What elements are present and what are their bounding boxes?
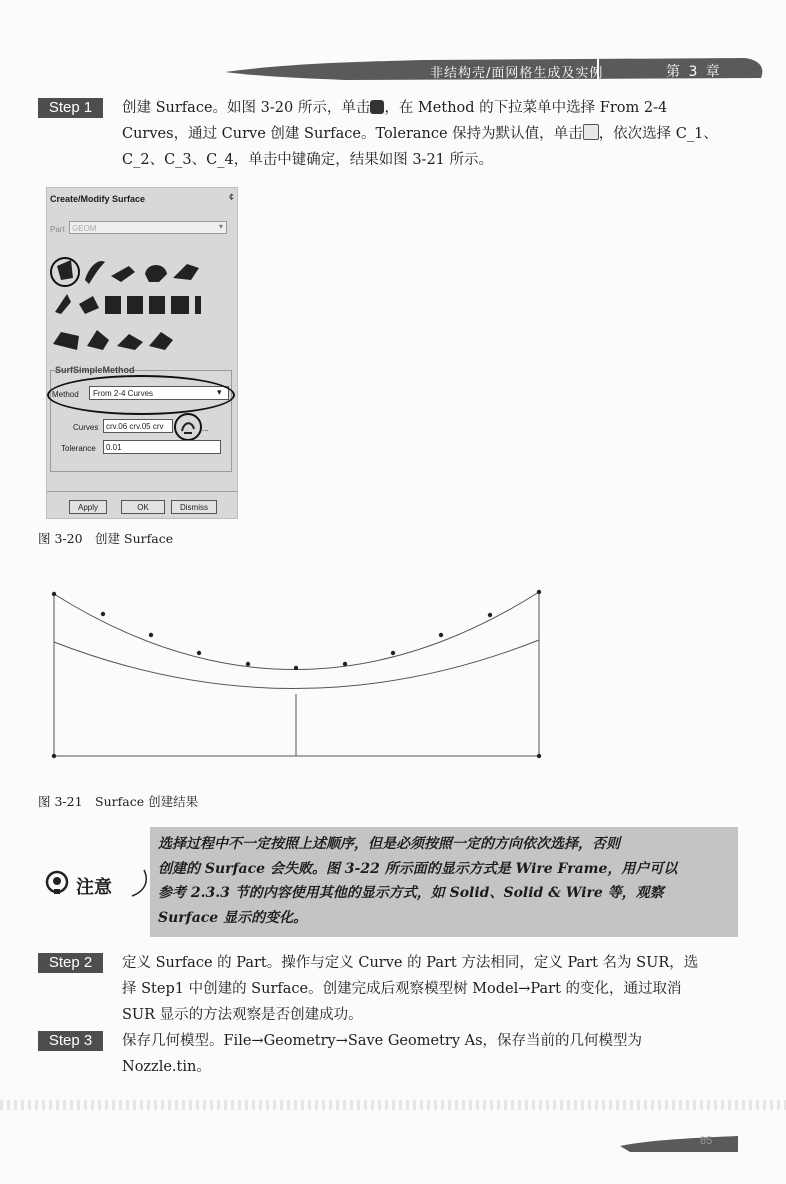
figure-caption: 图 3-20 创建 Surface [38,531,174,546]
chevron-down-icon: ▾ [219,222,224,231]
footer-texture [0,1100,786,1110]
surface-icon-12[interactable] [195,296,201,314]
chapter-number: 第 3 章 [666,64,722,80]
surface-icon-8[interactable] [105,296,121,314]
surface-icon-9[interactable] [127,296,143,314]
surface-icon-16[interactable] [149,332,173,350]
chapter-header-title: 非结构壳/面网格生成及实例 [430,66,604,81]
surface-icon-5[interactable] [173,264,199,280]
lightbulb-icon [44,870,70,896]
note-bracket [128,866,148,900]
chevron-down-icon[interactable]: ▾ [217,387,222,397]
page-number-band [620,1132,740,1154]
curves-input[interactable]: crv.06 crv.05 crv [103,419,173,433]
curves-label: Curves [73,423,99,432]
surface-icon-4[interactable] [145,265,167,282]
method-select[interactable]: From 2-4 Curves [89,386,229,400]
surface-result-figure [48,586,548,762]
surface-icon-curves[interactable] [57,260,73,280]
surface-icon-11[interactable] [171,296,189,314]
step2-text: 定义 Surface 的 Part。操作与定义 Curve 的 Part 方法相同，定义 Part 名为 SUR，选 择 Step1 中创建的 Surface。创建完成后观察模型树 Model→Part 的变化，通过取消 SUR 显示的方法观察是否创建成功。 [122,955,699,1023]
method-label: Method [52,390,79,399]
step3-badge: Step 3 [38,1031,103,1051]
tolerance-input[interactable]: 0.01 [103,440,221,454]
select-curves-icon [583,124,599,140]
select-curves-icon [178,417,198,437]
step1-badge: Step 1 [38,98,103,118]
surface-icon-6[interactable] [55,294,71,314]
note-text: 选择过程中不一定按照上述顺序，但是必须按照一定的方向依次选择，否则 创建的 Surface 会失败。图 3-22 所示面的显示方式是 Wire Frame，用户可以 参考 2.3.3 节的内容使用其他的显示方式，如 Solid、Solid & Wire 等，观察 Surface 显示的变化。 [158,836,678,926]
curves-more: ... [202,424,209,433]
page-number: 85 [700,1135,713,1147]
dismiss-button[interactable]: Dismiss [171,500,217,514]
method-group-title: SurfSimpleMethod [55,365,135,375]
create-modify-surface-dialog [46,187,238,519]
tolerance-label: Tolerance [61,444,96,453]
surface-icon-7[interactable] [79,296,99,314]
step2-badge: Step 2 [38,953,103,973]
ok-button[interactable]: OK [121,500,165,514]
note-label: 注意 [76,877,112,898]
step1-text: 创建 Surface。如图 3-20 所示，单击 ，在 Method 的下拉菜单中选择 From 2-4 Curves，通过 Curve 创建 Surface。Tolerance 保持为默认值，单击 ，依次选择 C_1、 C_2、C_3、C_4，单击中键确定，结果如图 3-21 所示。 [122,100,718,168]
surface-icon-2[interactable] [85,261,105,284]
dialog-close[interactable]: ¢ [229,192,235,202]
surface-method-icons [49,254,229,364]
part-select[interactable]: GEOM [69,221,227,234]
select-curves-button[interactable] [174,413,202,441]
step3-text: 保存几何模型。File→Geometry→Save Geometry As，保存当前的几何模型为 Nozzle.tin。 [122,1033,643,1075]
surface-tool-icon [370,100,384,114]
surface-icon-14[interactable] [87,330,109,350]
figure-caption: 图 3-21 Surface 创建结果 [38,794,199,809]
part-label: Part [50,225,65,234]
apply-button[interactable]: Apply [69,500,107,514]
surface-icon-15[interactable] [117,334,143,350]
button-divider [47,491,237,492]
surface-icon-3[interactable] [111,266,135,282]
dialog-title: Create/Modify Surface [50,194,146,204]
surface-icon-13[interactable] [53,332,79,350]
method-highlight-ellipse [47,375,235,415]
surface-icon-10[interactable] [149,296,165,314]
